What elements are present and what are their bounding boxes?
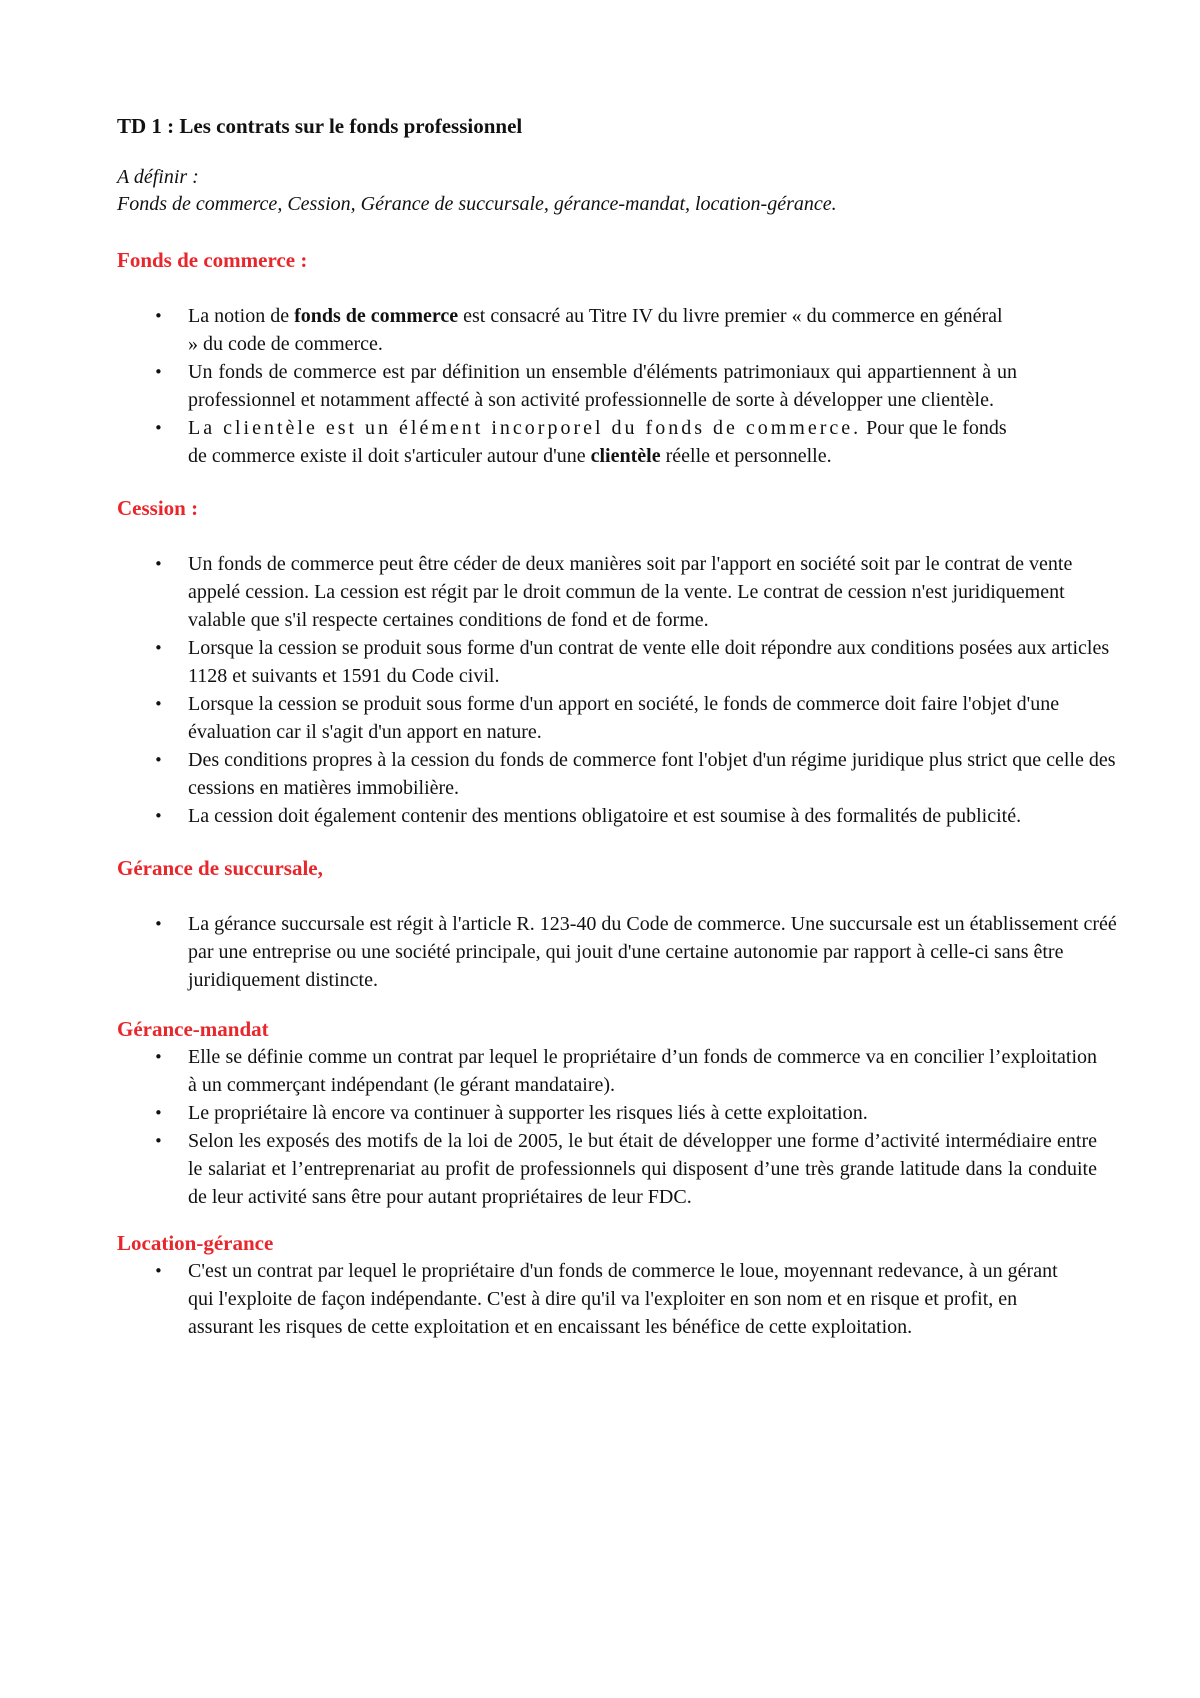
list-item <box>117 746 1117 802</box>
list-item <box>117 1257 1067 1341</box>
list-fonds-de-commerce <box>117 302 1017 470</box>
document-title: TD 1 : Les contrats sur le fonds professionnel <box>117 114 523 138</box>
bullet-icon: • <box>154 807 163 825</box>
list-item-text: Pour que le fonds de commerce existe il doit s'articuler autour d'une <box>188 417 1007 467</box>
bullet-icon: • <box>154 363 163 381</box>
section-heading-fonds-de-commerce: Fonds de commerce : <box>117 248 308 272</box>
bullet-icon: • <box>154 639 163 657</box>
list-item <box>117 802 1117 830</box>
bullet-icon: • <box>154 695 163 713</box>
bullet-icon: • <box>154 419 163 437</box>
list-item-text: est consacré au Titre IV du livre premier « du commerce en général » du code de commerce. <box>188 305 1003 355</box>
list-gerance-succursale <box>117 910 1117 994</box>
list-item-text: La notion de <box>188 305 295 327</box>
list-item-text: Selon les exposés des motifs de la loi de 2005, le but était de développer une forme d’activité intermédiaire entre le salariat et l’entreprenariat au profit de professionnels qui disposent d’une très grande latitude dans la conduite de leur activité sans être pour autant propriétaires de leur FDC. <box>188 1130 1097 1208</box>
bold-term: clientèle <box>590 445 661 467</box>
list-item <box>117 1127 1097 1211</box>
list-item <box>117 910 1117 994</box>
list-item-text: réelle et personnelle. <box>660 445 832 467</box>
section-heading-gerance-succursale: Gérance de succursale, <box>117 856 323 880</box>
bullet-icon: • <box>154 751 163 769</box>
bullet-icon: • <box>154 555 163 573</box>
section-heading-location-gerance: Location-gérance <box>117 1231 274 1255</box>
list-item <box>117 302 1017 358</box>
section-heading-cession: Cession : <box>117 496 199 520</box>
bullet-icon: • <box>154 1262 163 1280</box>
list-item-text: Le propriétaire là encore va continuer à supporter les risques liés à cette exploitation. <box>188 1102 868 1124</box>
bullet-icon: • <box>154 1132 163 1150</box>
list-item <box>117 358 1017 414</box>
list-item-text: Un fonds de commerce peut être céder de deux manières soit par l'apport en société soit par le contrat de vente appelé cession. La cession est régit par le droit commun de la vente. Le contrat de cession n'est juridiquement valable que s'il respecte certaines conditions de fond et de forme. <box>188 553 1073 631</box>
section-heading-gerance-mandat: Gérance-mandat <box>117 1017 269 1041</box>
document-page <box>117 112 1117 1341</box>
list-item-text: Des conditions propres à la cession du fonds de commerce font l'objet d'un régime juridique plus strict que celle des cessions en matières immobilière. <box>188 749 1116 799</box>
bullet-icon: • <box>154 915 163 933</box>
bold-term: fonds de commerce <box>294 305 459 327</box>
list-item <box>117 550 1117 634</box>
list-item-text: Elle se définie comme un contrat par lequel le propriétaire d’un fonds de commerce va en concilier l’exploitation à un commerçant indépendant (le gérant mandataire). <box>188 1046 1097 1096</box>
list-item-text: La gérance succursale est régit à l'article R. 123-40 du Code de commerce. Une succursale est un établissement créé par une entreprise ou une société principale, qui jouit d'une certaine autonomie par rapport à celle-ci sans être juridiquement distincte. <box>188 913 1117 991</box>
list-item <box>117 414 1017 470</box>
list-item <box>117 634 1117 690</box>
list-item <box>117 1043 1097 1099</box>
spaced-text: La clientèle est un élément incorporel du fonds de commerce. <box>188 417 862 439</box>
list-item-text: Un fonds de commerce est par définition un ensemble d'éléments patrimoniaux qui appartiennent à un professionnel et notamment affecté à son activité professionnelle de sorte à développer une clientèle. <box>188 361 1017 411</box>
define-terms: Fonds de commerce, Cession, Gérance de succursale, gérance-mandat, location-gérance. <box>117 193 837 215</box>
bullet-icon: • <box>154 307 163 325</box>
list-item-text: Lorsque la cession se produit sous forme d'un apport en société, le fonds de commerce doit faire l'objet d'une évaluation car il s'agit d'un apport en nature. <box>188 693 1060 743</box>
list-item-text: C'est un contrat par lequel le propriétaire d'un fonds de commerce le loue, moyennant redevance, à un gérant qui l'exploite de façon indépendante. C'est à dire qu'il va l'exploiter en son nom et en risque et profit, en assurant les risques de cette exploitation et en encaissant les bénéfice de cette exploitation. <box>188 1260 1058 1338</box>
list-item <box>117 690 1117 746</box>
bullet-icon: • <box>154 1104 163 1122</box>
list-item <box>117 1099 1097 1127</box>
list-location-gerance <box>117 1257 1067 1341</box>
bullet-icon: • <box>154 1048 163 1066</box>
list-item-text: La cession doit également contenir des mentions obligatoire et est soumise à des formalités de publicité. <box>188 805 1022 827</box>
list-gerance-mandat <box>117 1043 1097 1211</box>
list-cession <box>117 550 1117 830</box>
list-item-text: Lorsque la cession se produit sous forme d'un contrat de vente elle doit répondre aux conditions posées aux articles 1128 et suivants et 1591 du Code civil. <box>188 637 1110 687</box>
define-label: A définir : <box>117 166 199 188</box>
